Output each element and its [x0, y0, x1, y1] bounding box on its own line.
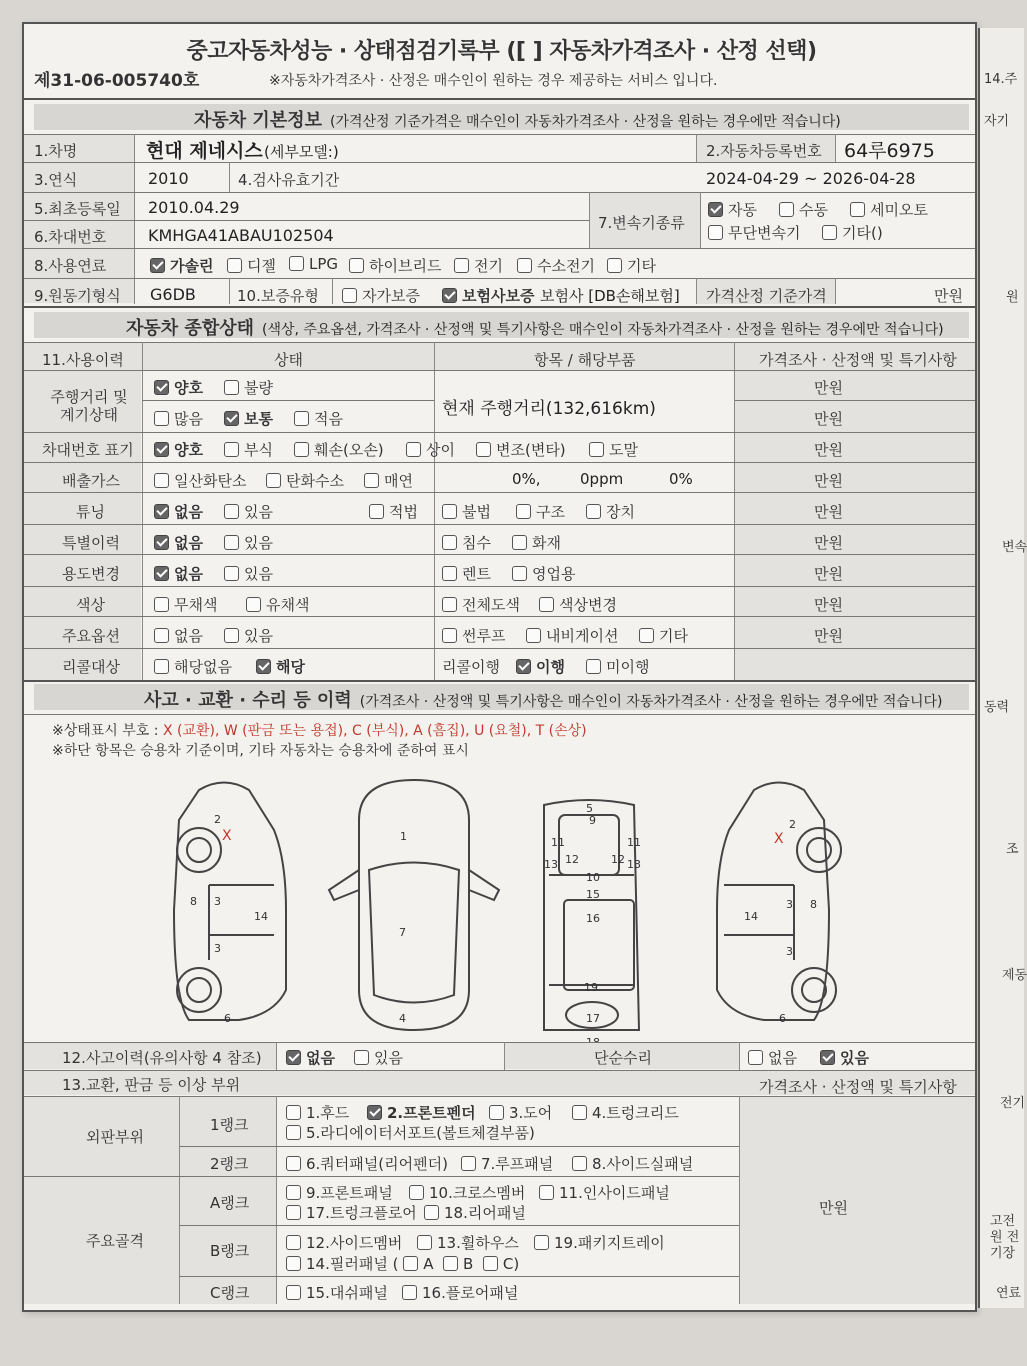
option-label: 주요옵션	[62, 627, 120, 645]
fuel-other-checkbox[interactable]: 기타	[607, 255, 656, 276]
svg-text:16: 16	[586, 912, 600, 925]
price-label: 가격산정 기준가격	[706, 287, 827, 305]
svg-text:6: 6	[224, 1012, 231, 1025]
accident-note: (가격조사 · 산정액 및 특기사항은 매수인이 자동차가격조사 · 산정을 원하는 경우에만 적습니다)	[359, 694, 943, 710]
vin-price: 만원	[814, 441, 843, 459]
legend-note: ※하단 항목은 승용차 기준이며, 기타 자동차는 승용차에 준하여 표시	[52, 743, 469, 759]
vin-smeared-checkbox[interactable]: 도말	[589, 439, 638, 460]
svg-text:5: 5	[586, 802, 593, 815]
part-hood-checkbox[interactable]: 1.후드	[286, 1102, 349, 1123]
svg-text:11: 11	[627, 836, 641, 849]
tuning-structure-checkbox[interactable]: 구조	[516, 501, 565, 522]
svg-text:3: 3	[214, 942, 221, 955]
side-item-10: 연료	[996, 1286, 1022, 1301]
overall-title: 자동차 종합상태	[126, 318, 254, 339]
svg-text:6: 6	[779, 1012, 786, 1025]
svg-text:2: 2	[789, 818, 796, 831]
car-top-view	[329, 780, 499, 1030]
inspect-value: 2024-04-29 ~ 2026-04-28	[706, 169, 916, 188]
overall-note: (색상, 주요옵션, 가격조사 · 산정액 및 특기사항은 매수인이 자동차가격조사 · 산정을 원하는 경우에만 적습니다)	[261, 322, 944, 338]
pillar-c-checkbox[interactable]	[483, 1256, 498, 1271]
rank2-label: 2랭크	[210, 1155, 249, 1173]
tuning-label: 튜닝	[76, 503, 105, 521]
usage-price: 만원	[814, 565, 843, 583]
accident-header	[34, 684, 969, 710]
fuel-diesel-checkbox[interactable]: 디젤	[227, 255, 276, 276]
col-item: 항목 / 해당부품	[534, 351, 636, 369]
side-item-7: 제동	[1002, 968, 1027, 983]
car-damage-diagram	[24, 760, 975, 1040]
part-radiator-support-checkbox[interactable]: 5.라디에이터서포트(볼트체결부품)	[286, 1122, 535, 1143]
special-none-checkbox[interactable]: 없음	[154, 532, 203, 553]
svg-text:8: 8	[810, 898, 817, 911]
side-item-2: 자기	[984, 114, 1010, 129]
svg-text:17: 17	[586, 1012, 600, 1025]
special-label: 특별이력	[62, 534, 120, 552]
vin-altered-checkbox[interactable]: 변조(변타)	[476, 439, 566, 460]
svg-text:19: 19	[584, 981, 598, 994]
emission-hc-checkbox[interactable]: 탄화수소	[266, 470, 344, 491]
recall-notdone-checkbox[interactable]: 미이행	[586, 656, 649, 677]
svg-text:14: 14	[254, 910, 268, 923]
recall-done-checkbox[interactable]: 이행	[516, 656, 565, 677]
tuning-legal-checkbox[interactable]: 적법	[369, 501, 418, 522]
recall-yes-checkbox[interactable]: 해당	[256, 656, 305, 677]
accident-yes-checkbox[interactable]: 있음	[354, 1047, 403, 1068]
vin-differ-checkbox[interactable]: 상이	[406, 439, 455, 460]
first-reg-label: 5.최초등록일	[34, 200, 121, 218]
emission-co-value: 0%,	[512, 470, 541, 488]
option-other-checkbox[interactable]: 기타	[639, 625, 688, 646]
svg-text:1: 1	[400, 830, 407, 843]
accident-none-checkbox[interactable]: 없음	[286, 1047, 335, 1068]
car-name-label: 1.차명	[34, 142, 78, 160]
color-chromatic-checkbox[interactable]: 유채색	[246, 594, 309, 615]
recall-label: 리콜대상	[62, 658, 120, 676]
side-item-3: 원	[1006, 290, 1019, 305]
mileage-price-2: 만원	[814, 410, 843, 428]
car-right-side	[717, 783, 841, 1021]
tuning-yes-checkbox[interactable]: 있음	[224, 501, 273, 522]
reg-no-label: 2.자동차등록번호	[706, 142, 822, 160]
legend-symbols: ※상태표시 부호 : X (교환), W (판금 또는 용접), C (부식), A (흠집), U (요철), T (손상)	[52, 723, 587, 739]
inspection-sheet	[22, 22, 977, 1312]
trans-manual-checkbox[interactable]: 수동	[779, 199, 828, 220]
part-trunk-floor-checkbox[interactable]: 17.트렁크플로어	[286, 1202, 417, 1223]
pillar-b-checkbox[interactable]	[443, 1256, 458, 1271]
part-floor-panel-checkbox[interactable]: 16.플로어패널	[402, 1282, 518, 1303]
warranty-insurer-name: 보험사 [DB손해보험]	[540, 287, 680, 305]
document-number: 제31-06-005740호	[34, 71, 200, 91]
special-fire-checkbox[interactable]: 화재	[512, 532, 561, 553]
side-item-5: 동력	[984, 700, 1010, 715]
vin-value: KMHGA41ABAU102504	[148, 226, 334, 245]
emission-label: 배출가스	[62, 472, 120, 490]
damage-mark-right: X	[774, 831, 784, 847]
col-state: 상태	[274, 351, 303, 369]
part-pillar-panel-checkbox[interactable]	[286, 1256, 301, 1271]
mileage-bad-checkbox[interactable]: 불량	[224, 377, 273, 398]
svg-text:7: 7	[399, 926, 406, 939]
mileage-low-checkbox[interactable]: 적음	[294, 408, 343, 429]
warranty-label: 10.보증유형	[237, 287, 319, 305]
part-side-member-checkbox[interactable]: 12.사이드멤버	[286, 1232, 402, 1253]
part-door-checkbox[interactable]: 3.도어	[489, 1102, 552, 1123]
damage-mark-left: X	[222, 828, 232, 844]
svg-text:13: 13	[627, 858, 641, 871]
option-sunroof-checkbox[interactable]: 썬루프	[442, 625, 505, 646]
svg-text:3: 3	[214, 895, 221, 908]
trans-semiauto-checkbox[interactable]: 세미오토	[850, 199, 928, 220]
engine-value: G6DB	[150, 285, 196, 304]
warranty-self-checkbox[interactable]: 자가보증	[342, 285, 420, 306]
part-trunk-lid-checkbox[interactable]: 4.트렁크리드	[572, 1102, 679, 1123]
special-price: 만원	[814, 534, 843, 552]
parts-label: 13.교환, 판금 등 이상 부위	[62, 1076, 241, 1094]
outer-label: 외판부위	[86, 1128, 144, 1146]
svg-text:2: 2	[214, 813, 221, 826]
part-wheel-house-checkbox[interactable]: 13.휠하우스	[417, 1232, 519, 1253]
trans-auto-checkbox[interactable]: 자동	[708, 199, 757, 220]
warranty-insurer-checkbox[interactable]: 보험사보증	[442, 285, 534, 306]
basic-info-note: (가격산정 기준가격은 매수인이 자동차가격조사 · 산정을 원하는 경우에만 적습니다)	[329, 114, 841, 130]
frame-label: 주요골격	[86, 1232, 144, 1250]
mileage-normal-checkbox[interactable]: 보통	[224, 408, 273, 429]
car-name-value: 현대 제네시스	[146, 140, 263, 162]
rankA-label: A랭크	[210, 1194, 250, 1212]
part-rear-panel-checkbox[interactable]: 18.리어패널	[424, 1202, 526, 1223]
usage-business-checkbox[interactable]: 영업용	[512, 563, 575, 584]
recall-do-label: 리콜이행	[442, 658, 500, 676]
mileage-label: 주행거리 및 계기상태	[50, 388, 128, 424]
rankB-label: B랭크	[210, 1242, 250, 1260]
simple-repair-label: 단순수리	[594, 1049, 652, 1067]
side-item-1: 14.주	[984, 72, 1018, 87]
emission-price: 만원	[814, 472, 843, 490]
basic-info-header	[34, 104, 969, 130]
accident-title: 사고 · 교환 · 수리 등 이력	[144, 690, 352, 711]
tuning-none-checkbox[interactable]: 없음	[154, 501, 203, 522]
usage-yes-checkbox[interactable]: 있음	[224, 563, 273, 584]
fuel-hybrid-checkbox[interactable]: 하이브리드	[349, 255, 441, 276]
option-price: 만원	[814, 627, 843, 645]
part-dash-panel-checkbox[interactable]: 15.대쉬패널	[286, 1282, 388, 1303]
fuel-hydrogen-checkbox[interactable]: 수소전기	[517, 255, 595, 276]
fuel-gasoline-checkbox[interactable]: 가솔린	[150, 255, 213, 276]
car-model-sub: (세부모델:)	[264, 143, 339, 161]
part-pillar-panel-row: 14.필러패널 ( A B C)	[286, 1253, 519, 1274]
color-change-checkbox[interactable]: 색상변경	[539, 594, 617, 615]
part-front-panel-checkbox[interactable]: 9.프론트패널	[286, 1182, 393, 1203]
accident-label: 12.사고이력(유의사항 4 참조)	[62, 1049, 262, 1067]
vin-label: 6.차대번호	[34, 228, 107, 246]
tuning-illegal-checkbox[interactable]: 불법	[442, 501, 491, 522]
emission-smoke-checkbox[interactable]: 매연	[364, 470, 413, 491]
vin-mark-label: 차대번호 표기	[42, 441, 134, 459]
svg-text:8: 8	[190, 895, 197, 908]
tuning-device-checkbox[interactable]: 장치	[586, 501, 635, 522]
trans-cvt-checkbox[interactable]: 무단변속기	[708, 222, 800, 243]
vin-rust-checkbox[interactable]: 부식	[224, 439, 273, 460]
fuel-label: 8.사용연료	[34, 257, 107, 275]
svg-text:14: 14	[744, 910, 758, 923]
price-unit: 만원	[934, 287, 963, 305]
svg-text:13: 13	[544, 858, 558, 871]
col-history: 11.사용이력	[42, 351, 124, 369]
header-notice: ※자동차가격조사 · 산정은 매수인이 원하는 경우 제공하는 서비스 입니다.	[269, 73, 718, 89]
part-roof-panel-checkbox[interactable]: 7.루프패널	[461, 1153, 553, 1174]
rank1-label: 1랭크	[210, 1116, 249, 1134]
option-none-checkbox[interactable]: 없음	[154, 625, 203, 646]
svg-text:12: 12	[611, 853, 625, 866]
page-title: 중고자동차성능 · 상태점검기록부 ([ ] 자동차가격조사 · 산정 선택)	[186, 39, 817, 64]
fuel-lpg-checkbox[interactable]: LPG	[289, 255, 338, 273]
mileage-price-1: 만원	[814, 379, 843, 397]
pillar-a-checkbox[interactable]	[403, 1256, 418, 1271]
part-cross-member-checkbox[interactable]: 10.크로스멤버	[409, 1182, 525, 1203]
svg-text:12: 12	[565, 853, 579, 866]
part-inside-panel-checkbox[interactable]: 11.인사이드패널	[539, 1182, 670, 1203]
recall-na-checkbox[interactable]: 해당없음	[154, 656, 232, 677]
emission-hc-value: 0ppm	[580, 470, 624, 488]
option-navigation-checkbox[interactable]: 내비게이션	[526, 625, 618, 646]
adjacent-sheet	[978, 28, 1027, 1308]
usage-label: 용도변경	[62, 565, 120, 583]
reg-no-value: 64루6975	[844, 140, 935, 162]
option-yes-checkbox[interactable]: 있음	[224, 625, 273, 646]
usage-rent-checkbox[interactable]: 렌트	[442, 563, 491, 584]
svg-text:15: 15	[586, 888, 600, 901]
trans-other-checkbox[interactable]: 기타()	[822, 222, 883, 243]
rankC-label: C랭크	[210, 1284, 250, 1302]
fuel-electric-checkbox[interactable]: 전기	[454, 255, 503, 276]
vin-damage-checkbox[interactable]: 훼손(오손)	[294, 439, 384, 460]
side-item-8: 전기	[1000, 1096, 1026, 1111]
mileage-value: 현재 주행거리(132,616km)	[442, 399, 656, 419]
svg-text:4: 4	[399, 1012, 406, 1025]
side-item-4: 변속	[1002, 540, 1027, 555]
part-front-fender-checkbox[interactable]: 2.프론트펜더	[367, 1102, 476, 1123]
tuning-price: 만원	[814, 503, 843, 521]
usage-none-checkbox[interactable]: 없음	[154, 563, 203, 584]
color-label: 색상	[76, 596, 105, 614]
special-yes-checkbox[interactable]: 있음	[224, 532, 273, 553]
simple-repair-yes-checkbox[interactable]: 있음	[820, 1047, 869, 1068]
svg-text:9: 9	[589, 814, 596, 827]
first-reg-value: 2010.04.29	[148, 198, 240, 217]
simple-repair-none-checkbox[interactable]: 없음	[748, 1047, 797, 1068]
vin-good-checkbox[interactable]: 양호	[154, 439, 203, 460]
basic-info-title: 자동차 기본정보	[194, 110, 322, 131]
emission-co-checkbox[interactable]: 일산화탄소	[154, 470, 246, 491]
mileage-good-checkbox[interactable]: 양호	[154, 377, 203, 398]
svg-text:3: 3	[786, 898, 793, 911]
color-price: 만원	[814, 596, 843, 614]
emission-smoke-value: 0%	[669, 470, 693, 488]
overall-header	[34, 312, 969, 338]
col-price: 가격조사 · 산정액 및 특기사항	[759, 351, 957, 369]
side-item-9: 고전원 전기장	[990, 1214, 1020, 1261]
parts-price-label: 가격조사 · 산정액 및 특기사항	[759, 1078, 957, 1096]
side-item-6: 조	[1006, 842, 1019, 857]
inspect-label: 4.검사유효기간	[238, 171, 340, 189]
part-side-sill-checkbox[interactable]: 8.사이드실패널	[572, 1153, 693, 1174]
color-achromatic-checkbox[interactable]: 무채색	[154, 594, 217, 615]
year-value: 2010	[148, 169, 189, 188]
engine-label: 9.원동기형식	[34, 287, 121, 305]
special-flood-checkbox[interactable]: 침수	[442, 532, 491, 553]
svg-text:11: 11	[551, 836, 565, 849]
parts-price: 만원	[819, 1199, 848, 1217]
trans-label: 7.변속기종류	[598, 214, 685, 232]
part-quarter-panel-checkbox[interactable]: 6.쿼터패널(리어펜더)	[286, 1153, 448, 1174]
mileage-high-checkbox[interactable]: 많음	[154, 408, 203, 429]
color-fullpaint-checkbox[interactable]: 전체도색	[442, 594, 520, 615]
svg-text:3: 3	[786, 945, 793, 958]
svg-text:10: 10	[586, 871, 600, 884]
year-label: 3.연식	[34, 171, 78, 189]
part-package-tray-checkbox[interactable]: 19.패키지트레이	[534, 1232, 665, 1253]
